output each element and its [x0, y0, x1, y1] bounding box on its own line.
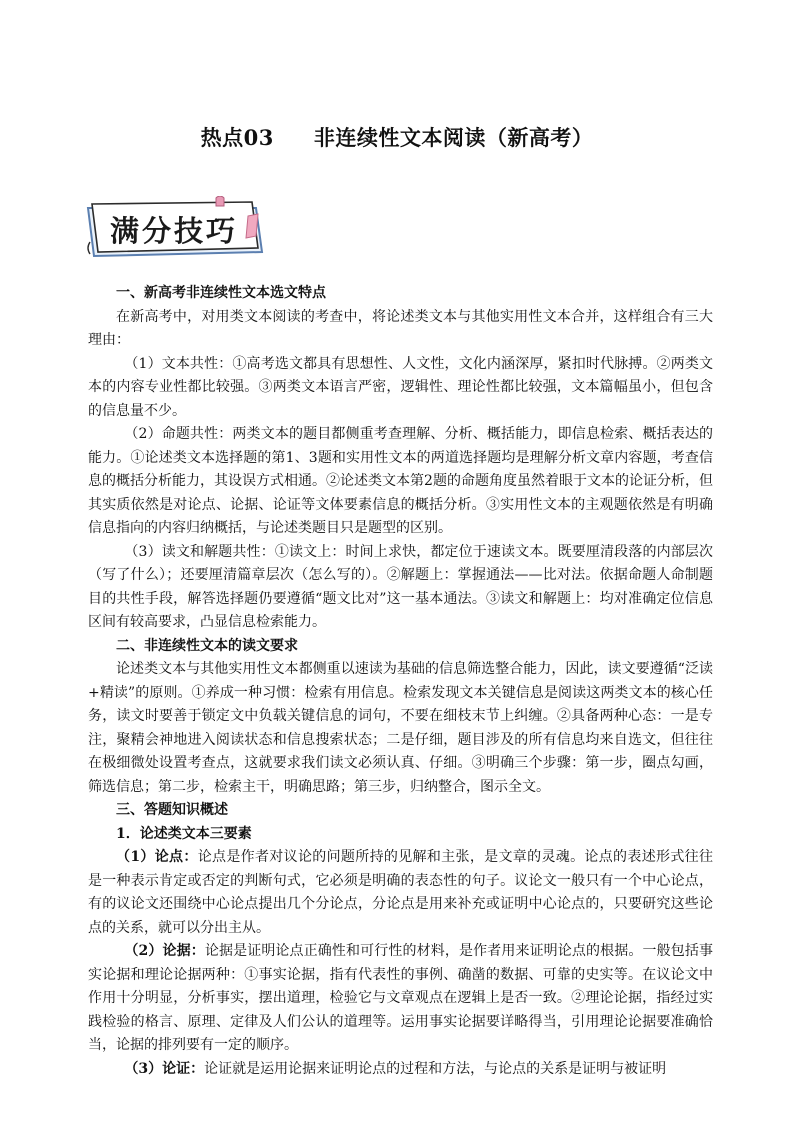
lundian-label: （1）论点：	[116, 849, 198, 865]
title-topic: 非连续性文本阅读（新高考）	[313, 125, 594, 150]
title-hotspot: 热点03	[200, 125, 274, 150]
section-1-point-1: （1）文本共性：①高考选文都具有思想性、人文性，文化内涵深厚，紧扣时代脉搏。②两类文本的内容专业性都比较强。③两类文本语言严密，逻辑性、理论性都比较强，文本篇幅虽小，但包含的信息量不少。	[88, 355, 713, 419]
section-1-intro: 在新高考中，对用类文本阅读的考查中，将论述类文本与其他实用性文本合并，这样组合有三大理由：	[88, 308, 713, 348]
subsection-heading: 1．论述类文本三要素	[116, 825, 252, 842]
banner-label: 满分技巧	[109, 214, 238, 248]
section-2-paragraph: 论述类文本与其他实用性文本都侧重以速读为基础的信息筛选整合能力，因此，读文要遵循“泛读+精读”的原则。①养成一种习惯：检索有用信息。检索发现文本关键信息是阅读这两类文本的核心任务，读文时要善于锁定文中负载关键信息的词句，不要在细枝末节上纠缠。②具备两种心态：一是专注，聚精会神地进入阅读状态和信息搜索状态；二是仔细，题目涉及的所有信息均来自选文，但往往在极细微处设置考查点，这就要求我们读文必须认真、仔细。③明确三个步骤：第一步，圈点勾画，筛选信息；第二步，检索主干，明确思路；第三步，归纳整合，图示全文。	[88, 661, 713, 795]
element-lunju	[88, 940, 713, 1058]
section-heading-1: 一、新高考非连续性文本选文特点	[116, 285, 326, 301]
lundian-text: 论点是作者对议论的问题所持的见解和主张，是文章的灵魂。论点的表述形式往往是一种表示肯定或否定的判断句式，它必须是明确的表态性的句子。议论文一般只有一个中心论点，有的议论文还围绕中心论点提出几个分论点，分论点是用来补充或证明中心论点的，只要研究这些论点的关系，就可以分出主从。	[88, 849, 713, 936]
lunju-label: （2）论据：	[124, 943, 205, 959]
article-body	[88, 282, 713, 1081]
section-1-point-3: （3）读文和解题共性：①读文上：时间上求快，都定位于速读文本。既要厘清段落的内部层次（写了什么）；还要厘清篇章层次（怎么写的）。②解题上：掌握通法——比对法。依据命题人命制题目的共性手段，解答选择题仍要遵循“题文比对”这一基本通法。③读文和解题上：均对准确定位信息区间有较高要求，凸显信息检索能力。	[88, 543, 713, 630]
lunzheng-text: 论证就是运用论据来证明论点的过程和方法，与论点的关系是证明与被证明	[204, 1060, 667, 1077]
section-heading-2: 二、非连续性文本的读文要求	[116, 637, 298, 654]
lunju-text: 论据是证明论点正确性和可行性的材料，是作者用来证明论点的根据。一般包括事实论据和理论论据两种：①事实论据，指有代表性的事例、确凿的数据、可靠的史实等。在议论文中作用十分明显，分析事实，摆出道理，检验它与文章观点在逻辑上是否一致。②理论论据，指经过实践检验的格言、原理、定律及人们公认的道理等。运用事实论据要详略得当，引用理论论据要准确恰当，论据的排列要有一定的顺序。	[88, 943, 713, 1053]
page-title	[0, 122, 794, 152]
lunzheng-label: （3）论证：	[124, 1060, 205, 1077]
banner-full-score-tips	[80, 196, 266, 266]
section-1-point-2: （2）命题共性：两类文本的题目都侧重考查理解、分析、概括能力，即信息检索、概括表达的能力。①论述类文本选择题的第1、3题和实用性文本的两道选择题均是理解分析文章内容题，考查信息的概括分析能力，其设误方式相通。②论述类文本第2题的命题角度虽然着眼于文本的论证分析，但其实质依然是对论点、论据、论证等文体要素信息的概括分析。③实用性文本的主观题依然是有明确信息指向的内容归纳概括，与论述类题目只是题型的区别。	[88, 426, 713, 536]
section-heading-3: 三、答题知识概述	[116, 802, 228, 818]
element-lundian	[88, 846, 713, 940]
element-lunzheng	[88, 1058, 713, 1082]
